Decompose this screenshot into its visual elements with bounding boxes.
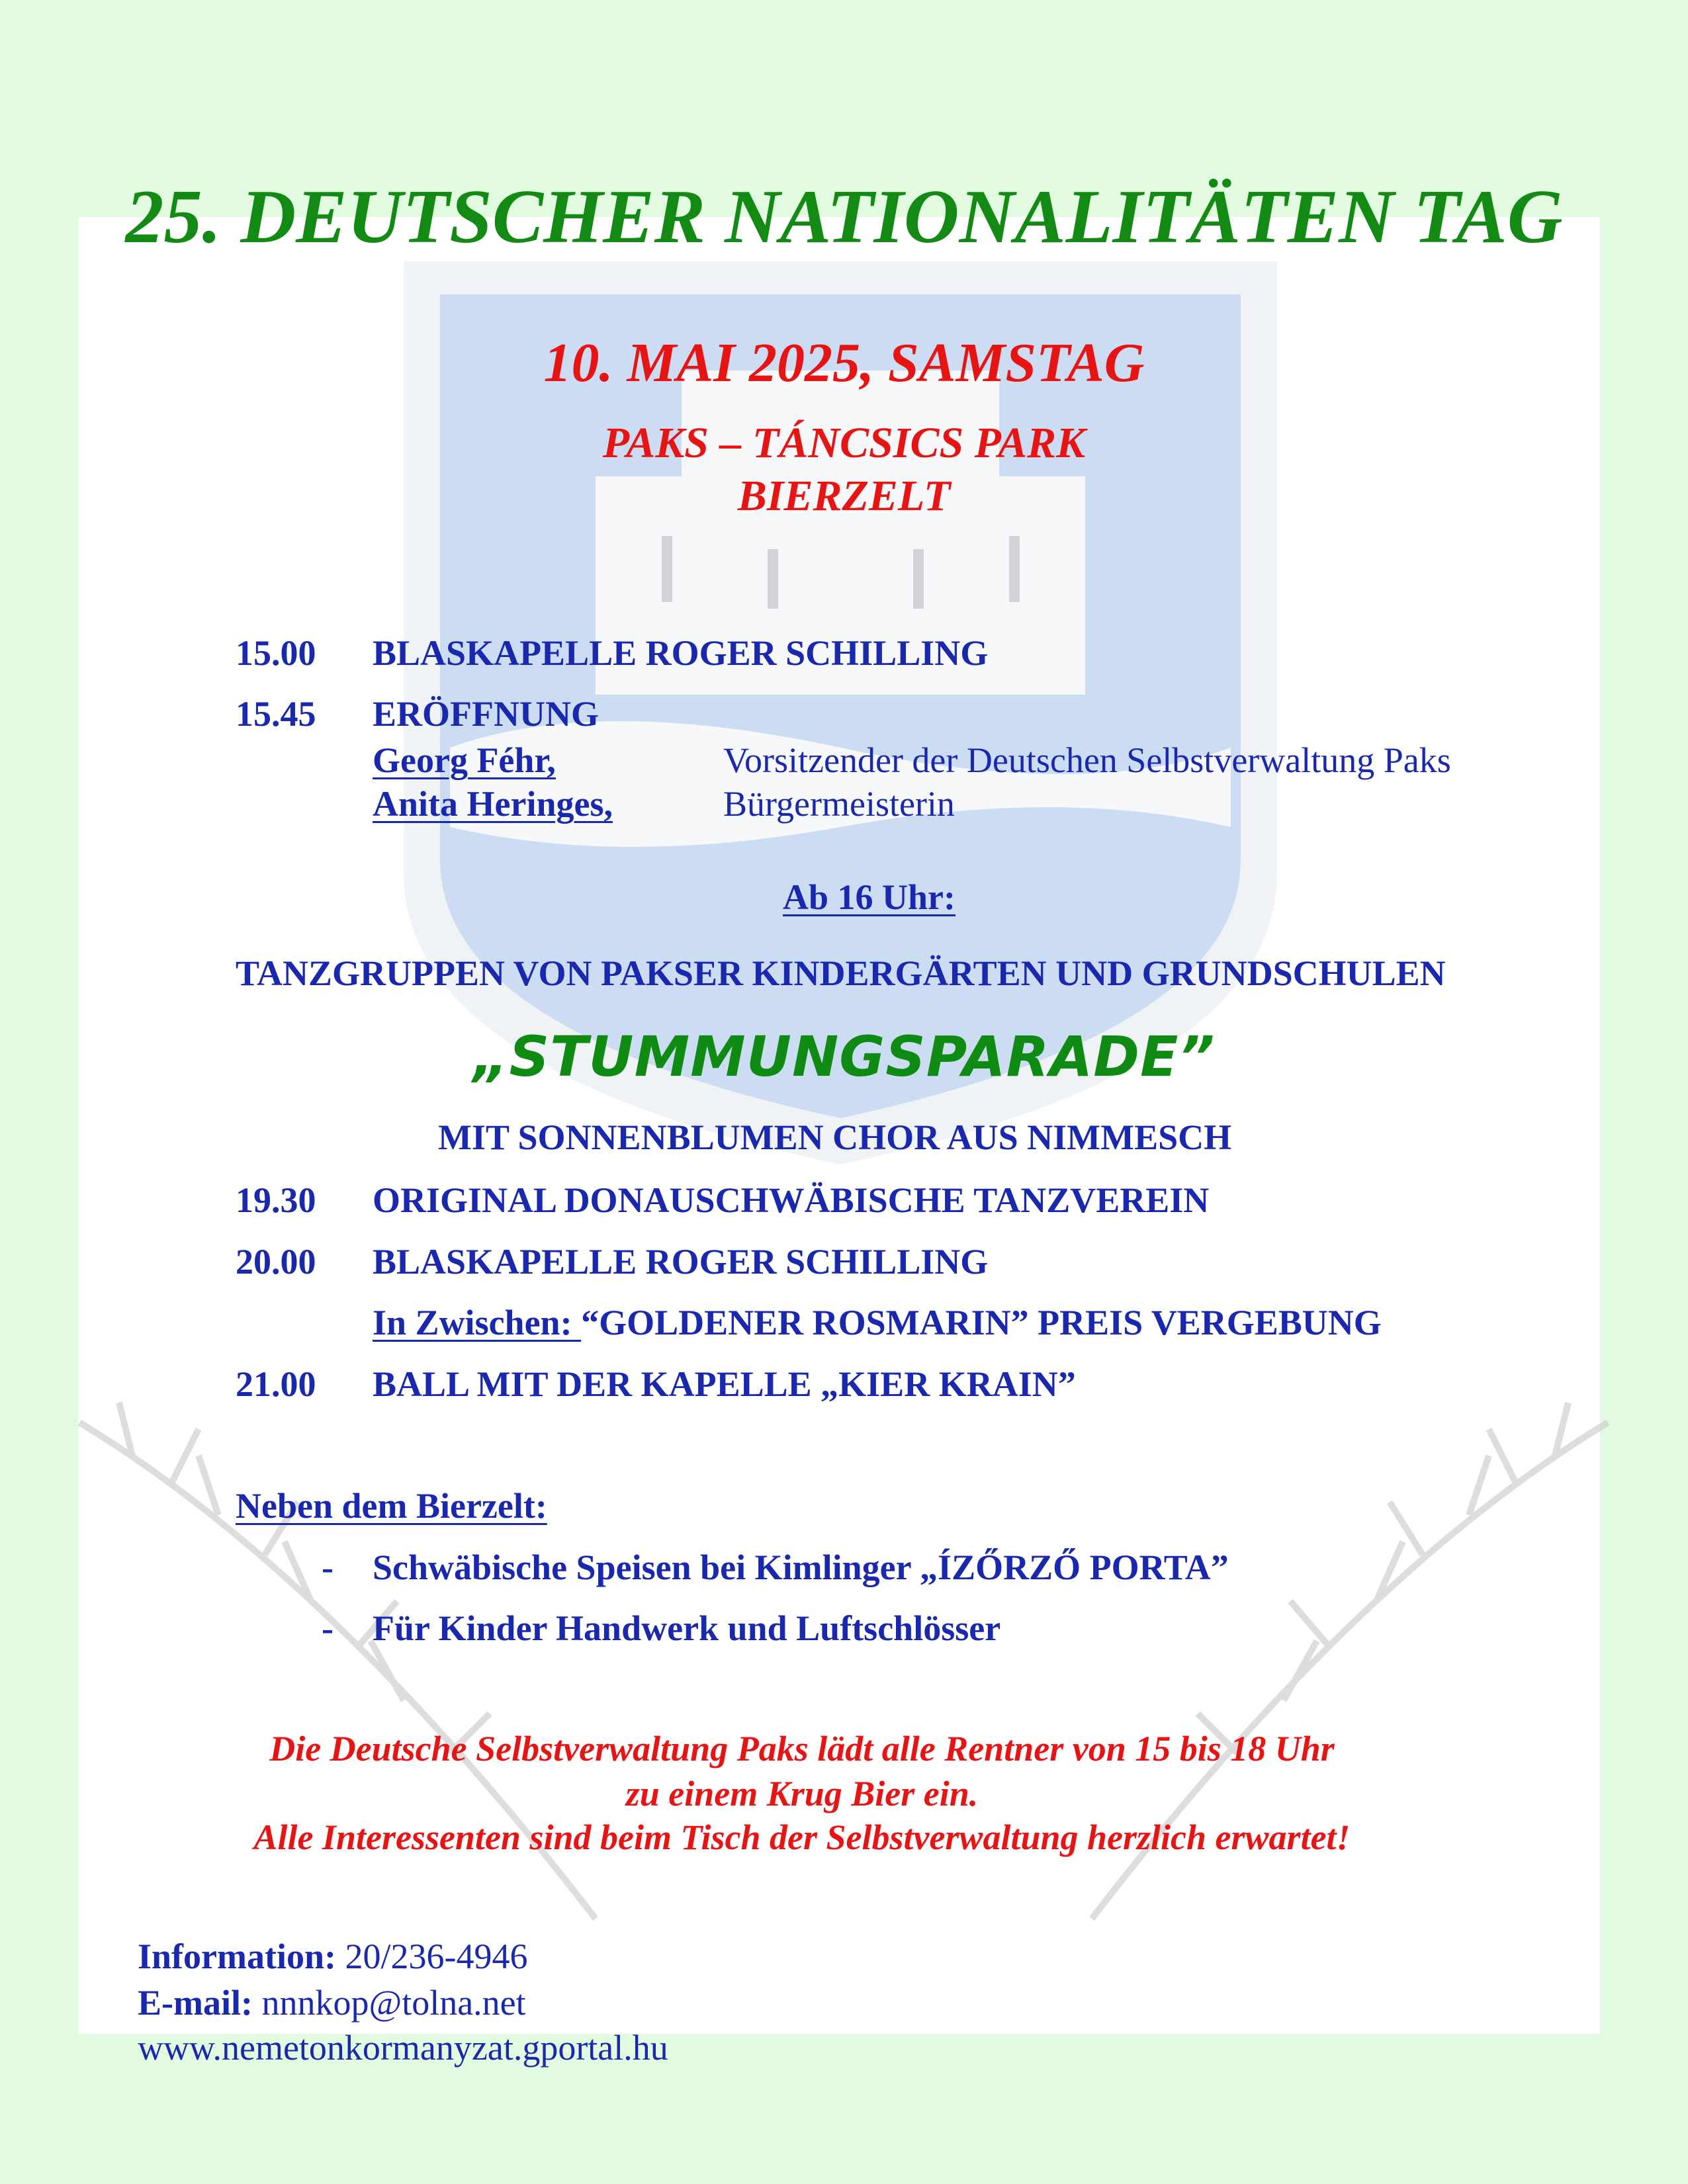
list-item: Schwäbische Speisen bei Kimlinger „ÍZŐRZŐ PORTA” [373,1548,1229,1587]
beside-tent-label: Neben dem Bierzelt: [236,1486,547,1526]
list-dash: - [322,1608,333,1648]
page-title: 25. DEUTSCHER NATIONALITÄTEN TAG [125,175,1563,259]
from-16-label: Ab 16 Uhr: [783,877,956,917]
schedule-item: BALL MIT DER KAPELLE „KIER KRAIN” [373,1364,1076,1404]
mood-parade-heading: „STUMMUNGSPARADE” [472,1024,1216,1089]
schedule-item: BLASKAPELLE ROGER SCHILLING [373,1242,989,1282]
speaker-role: Vorsitzender der Deutschen Selbstverwaltung Paks [723,740,1451,780]
schedule-time: 21.00 [236,1364,316,1404]
schedule-item: BLASKAPELLE ROGER SCHILLING [373,633,989,673]
contact-email [138,1982,526,2023]
invite-line: Alle Interessenten sind beim Tisch der Selbstverwaltung herzlich erwartet! [253,1817,1351,1857]
email-label: E-mail: [138,1983,253,2023]
schedule-item: ERÖFFNUNG [373,694,599,734]
invite-line: zu einem Krug Bier ein. [625,1774,979,1813]
phone-number: 20/236-4946 [335,1937,528,1976]
contact-info [138,1936,527,1977]
email-link[interactable]: nnnkop@tolna.net [261,1983,526,2023]
speaker-role: Bürgermeisterin [723,784,955,824]
contact-website [138,2027,668,2068]
interim-line [373,1302,1382,1343]
interim-label: In Zwischen: [373,1303,582,1342]
schedule-time: 15.45 [236,694,316,734]
list-item: Für Kinder Handwerk und Luftschlösser [373,1608,1001,1648]
interim-text: “GOLDENER ROSMARIN” PREIS VERGEBUNG [581,1303,1382,1342]
event-date: 10. MAI 2025, SAMSTAG [543,332,1145,394]
invite-line: Die Deutsche Selbstverwaltung Paks lädt alle Rentner von 15 bis 18 Uhr [269,1729,1335,1769]
speaker-name: Georg Féhr, [373,740,556,780]
schedule-time: 15.00 [236,633,316,673]
choir-line: MIT SONNENBLUMEN CHOR AUS NIMMESCH [438,1117,1232,1157]
schedule-time: 20.00 [236,1242,316,1282]
website-link[interactable]: www.nemetonkormanyzat.gportal.hu [138,2028,668,2068]
schedule-item: ORIGINAL DONAUSCHWÄBISCHE TANZVEREIN [373,1180,1210,1220]
event-venue: BIERZELT [737,472,951,520]
schedule-time: 19.30 [236,1180,316,1220]
event-location: PAKS – TÁNCSICS PARK [602,419,1086,467]
info-label: Information: [138,1937,336,1976]
list-dash: - [322,1548,333,1587]
dance-groups: TANZGRUPPEN VON PAKSER KINDERGÄRTEN UND GRUNDSCHULEN [236,953,1446,993]
speaker-name: Anita Heringes, [373,784,613,824]
